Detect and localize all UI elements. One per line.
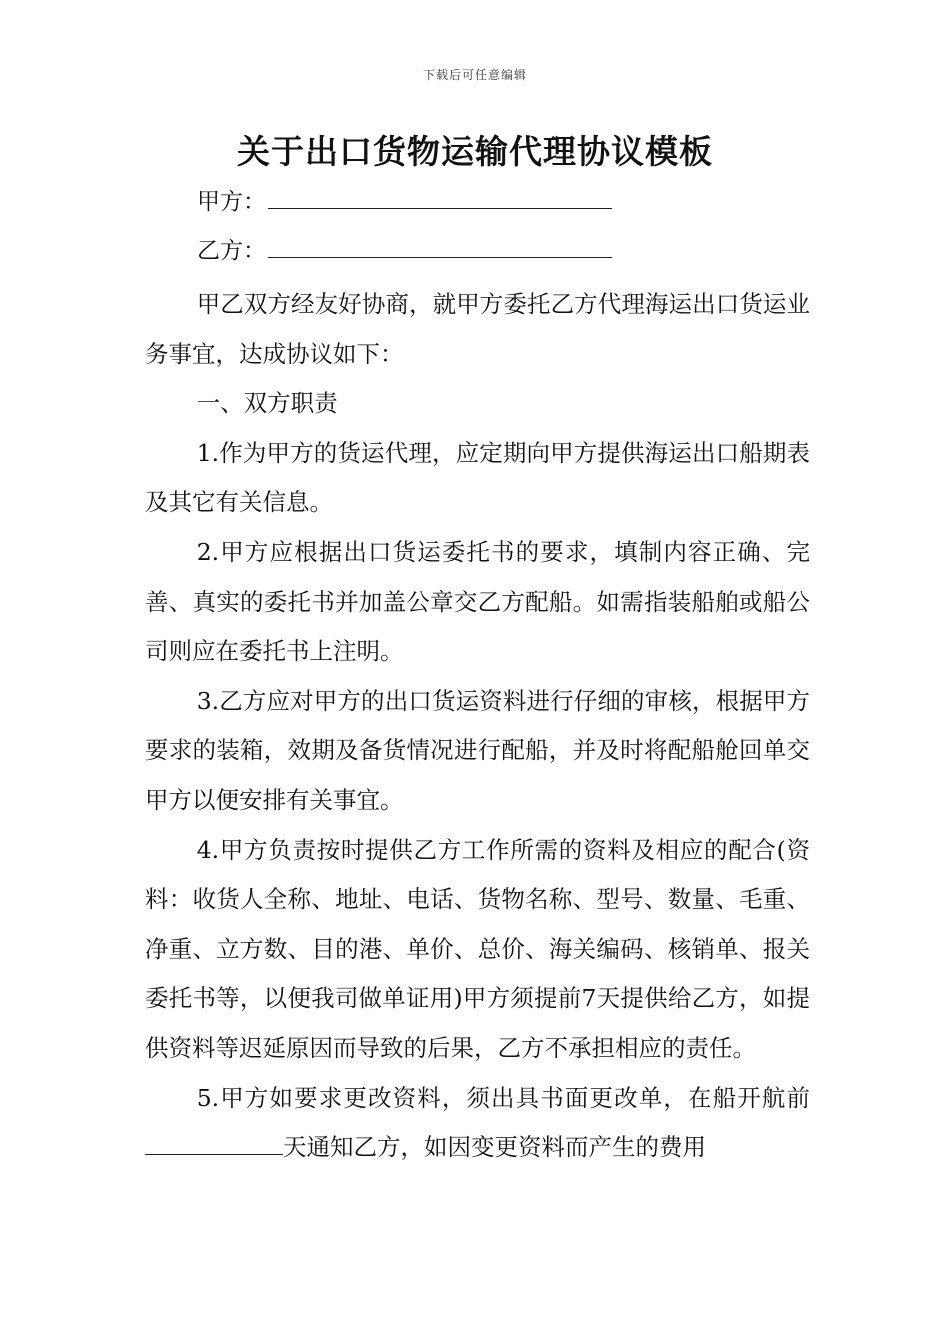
clause-5-text-end: 天通知乙方，如因变更资料而产生的费用 [283,1133,706,1162]
clause-5 [145,1074,810,1173]
section-heading: 一、双方职责 [196,389,338,418]
page-title: 关于出口货物运输代理协议模板 [237,132,713,171]
party-a-label: 甲方： [197,189,266,215]
download-note: 下载后可任意编辑 [422,68,527,82]
clause-5-text-start: 5.甲方如要求更改资料，须出具书面更改单，在船开航前 [196,1083,810,1112]
clause-3: 3.乙方应对甲方的出口货运资料进行仔细的审核，根据甲方要求的装箱，效期及备货情况进行配船，并及时将配船舱回单交甲方以便安排有关事宜。 [145,686,810,814]
agreement-body [145,280,810,1173]
clause-4: 4.甲方负责按时提供乙方工作所需的资料及相应的配合(资料：收货人全称、地址、电话、货物名称、型号、数量、毛重、净重、立方数、目的港、单价、总价、海关编码、核销单、报关委托书等，以便我司做单证用)甲方须提前7天提供给乙方，如提供资料等迟延原因而导致的后果，乙方不承担相应的责任。 [145,835,810,1062]
party-b-line [197,235,612,266]
intro-paragraph: 甲乙双方经友好协商，就甲方委托乙方代理海运出口货运业务事宜，达成协议如下： [145,290,810,368]
clause-2: 2.甲方应根据出口货运委托书的要求，填制内容正确、完善、真实的委托书并加盖公章交乙方配船。如需指装船舶或船公司则应在委托书上注明。 [145,537,810,666]
party-b-label: 乙方： [197,238,266,264]
party-a-line [197,186,612,217]
days-blank [145,1132,283,1155]
party-b-blank [268,235,612,258]
party-a-blank [268,186,612,209]
clause-1: 1.作为甲方的货运代理，应定期向甲方提供海运出口船期表及其它有关信息。 [145,438,810,517]
